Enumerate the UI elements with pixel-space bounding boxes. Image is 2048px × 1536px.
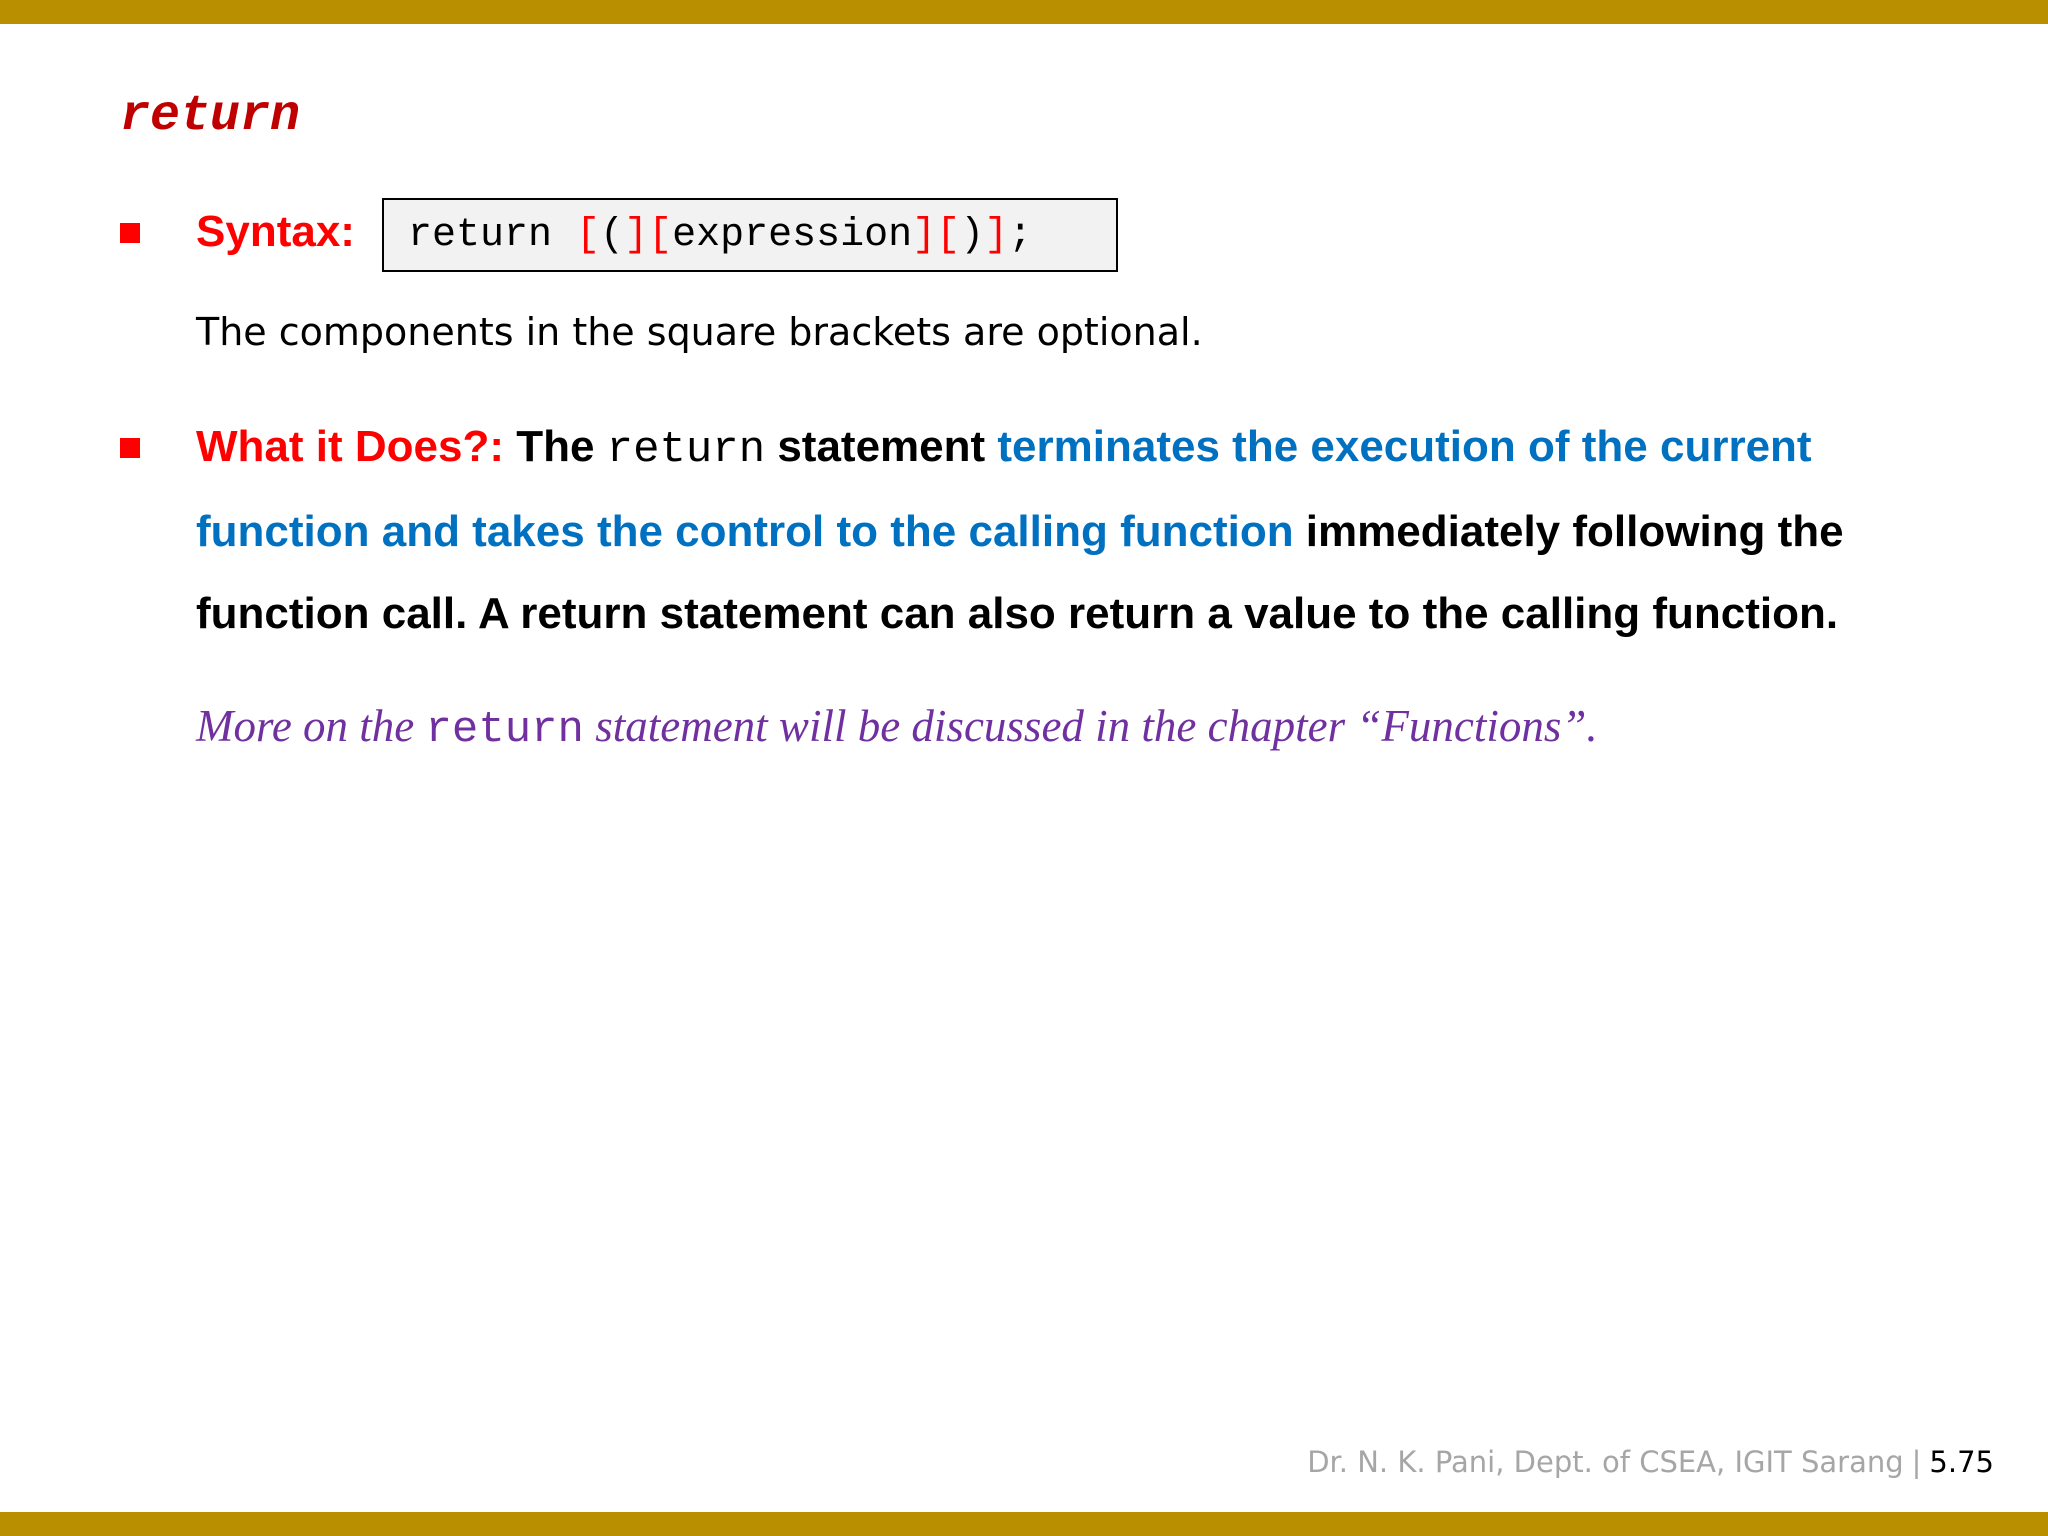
bottom-accent-bar [0, 1512, 2048, 1536]
desc-text: immediately following the function call. A return statement can also return a value to the calling function. [196, 507, 1844, 638]
syntax-token: ( [600, 212, 625, 258]
more-text: More on the [196, 701, 426, 751]
slide-title: return [120, 88, 301, 145]
inline-code: return [425, 705, 584, 755]
syntax-code-box [382, 198, 1118, 272]
top-accent-bar [0, 0, 2048, 24]
footer-separator: | [1911, 1445, 1922, 1479]
syntax-keyword: return [408, 212, 577, 258]
syntax-token: [ [576, 212, 601, 258]
syntax-token: [ [648, 212, 673, 258]
syntax-token: [ [936, 212, 961, 258]
syntax-token: ; [1008, 212, 1033, 258]
more-info-note [196, 696, 1598, 760]
syntax-token: ] [624, 212, 649, 258]
syntax-token: ] [984, 212, 1009, 258]
page-number: 5.75 [1929, 1445, 1994, 1479]
bullet-square-icon [120, 438, 140, 458]
syntax-token: ] [912, 212, 937, 258]
syntax-token: ) [960, 212, 985, 258]
desc-text: The [503, 422, 607, 471]
syntax-label: Syntax: [196, 207, 355, 256]
what-it-does-paragraph [196, 406, 1956, 655]
more-text: statement will be discussed in the chapter “Functions”. [583, 701, 1598, 751]
syntax-note: The components in the square brackets are optional. [196, 310, 1203, 354]
footer-author: Dr. N. K. Pani, Dept. of CSEA, IGIT Sarang [1307, 1445, 1904, 1479]
footer [1307, 1442, 1994, 1482]
what-it-does-label: What it Does?: [196, 422, 504, 471]
desc-highlight: terminates the execution of the current function and takes the control to the calling function [196, 422, 1812, 556]
inline-code: return [606, 425, 766, 475]
syntax-token: expression [672, 212, 913, 258]
desc-text: statement [765, 422, 998, 471]
bullet-square-icon [120, 223, 140, 243]
